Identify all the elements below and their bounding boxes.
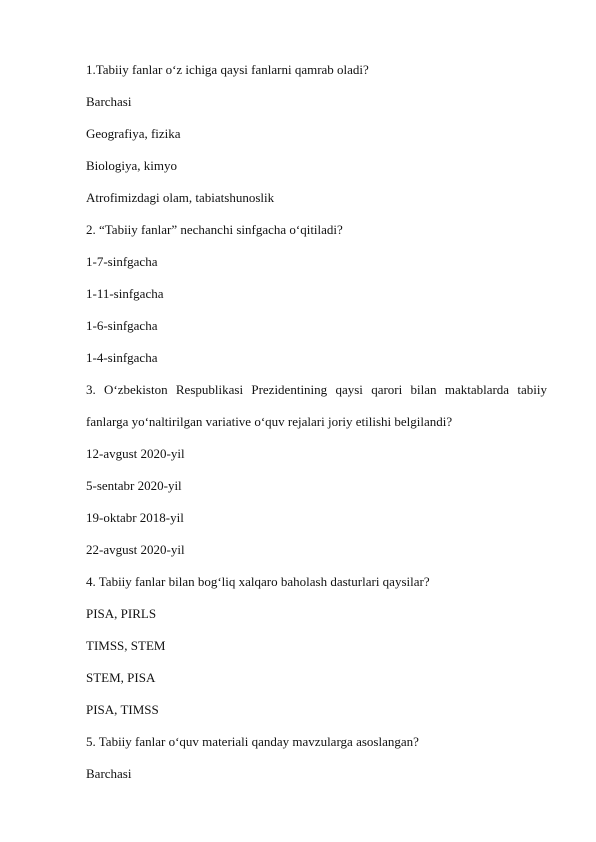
option-2-a: 1-7-sinfgacha: [86, 254, 158, 269]
option-3-d: 22-avgust 2020-yil: [86, 542, 185, 557]
option-4-a: PISA, PIRLS: [86, 606, 157, 621]
option-4-d: PISA, TIMSS: [86, 702, 159, 717]
question-3-line-1: 3. O‘zbekiston Respublikasi Prezidentining qaysi qarori bilan maktablarda tabiiy: [86, 382, 547, 397]
option-4-c: STEM, PISA: [86, 670, 156, 685]
option-4-b: TIMSS, STEM: [86, 638, 166, 653]
question-3-line-2: fanlarga yo‘naltirilgan variative o‘quv rejalari joriy etilishi belgilandi?: [86, 414, 453, 429]
option-5-a: Barchasi: [86, 766, 132, 781]
option-3-a: 12-avgust 2020-yil: [86, 446, 185, 461]
option-2-d: 1-4-sinfgacha: [86, 350, 158, 365]
option-1-c: Biologiya, kimyo: [86, 158, 177, 173]
option-1-d: Atrofimizdagi olam, tabiatshunoslik: [86, 190, 275, 205]
option-1-b: Geografiya, fizika: [86, 126, 181, 141]
option-3-b: 5-sentabr 2020-yil: [86, 478, 182, 493]
option-2-b: 1-11-sinfgacha: [86, 286, 164, 301]
question-1: 1.Tabiiy fanlar o‘z ichiga qaysi fanlarni qamrab oladi?: [86, 62, 369, 77]
question-5: 5. Tabiiy fanlar o‘quv materiali qanday mavzularga asoslangan?: [86, 734, 419, 749]
option-1-a: Barchasi: [86, 94, 132, 109]
option-3-c: 19-oktabr 2018-yil: [86, 510, 184, 525]
option-2-c: 1-6-sinfgacha: [86, 318, 158, 333]
question-4: 4. Tabiiy fanlar bilan bog‘liq xalqaro baholash dasturlari qaysilar?: [86, 574, 430, 589]
question-2: 2. “Tabiiy fanlar” nechanchi sinfgacha o‘qitiladi?: [86, 222, 343, 237]
